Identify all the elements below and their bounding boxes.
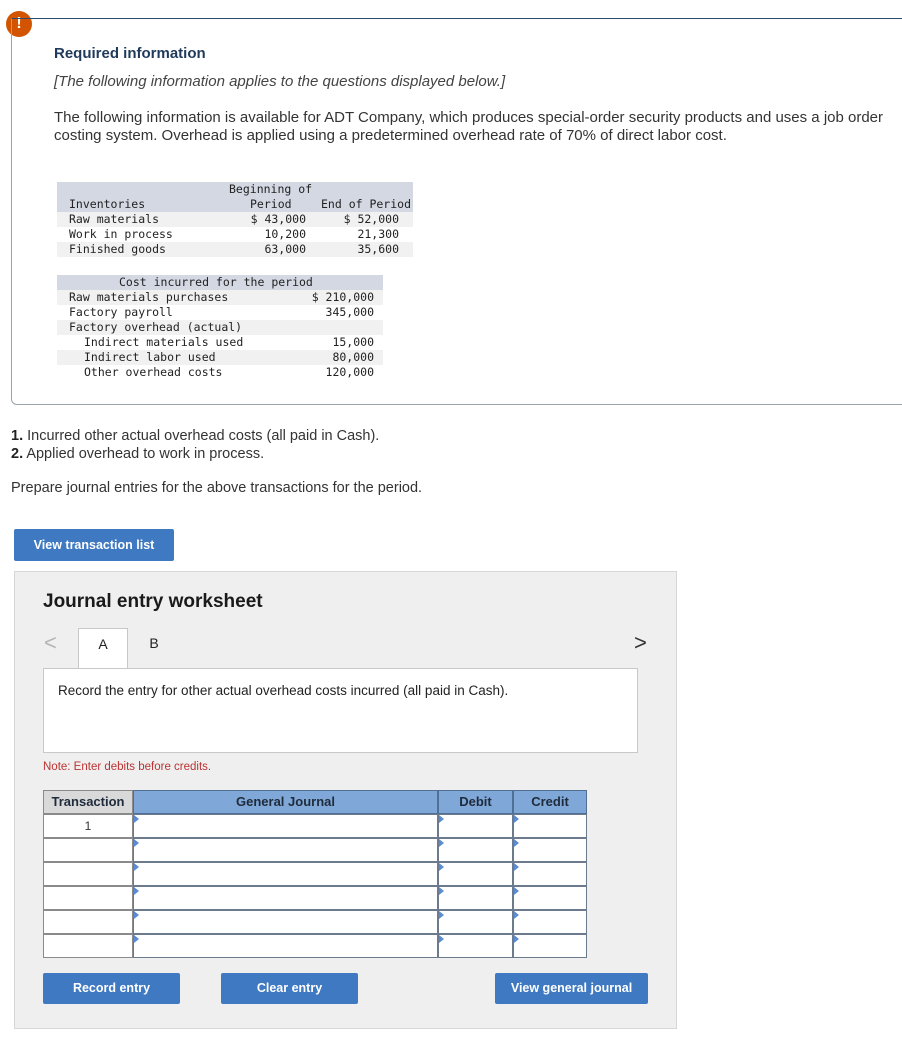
- debit-input[interactable]: [438, 862, 513, 886]
- credit-input[interactable]: [513, 910, 587, 934]
- credit-input[interactable]: [513, 886, 587, 910]
- transaction-cell: [43, 934, 133, 958]
- cost-row-label: Indirect labor used: [84, 350, 216, 364]
- col-credit-header: Credit: [513, 790, 587, 814]
- chevron-left-icon[interactable]: <: [44, 630, 57, 655]
- transaction-cell: 1: [43, 814, 133, 838]
- debit-input[interactable]: [438, 910, 513, 934]
- credit-input[interactable]: [513, 862, 587, 886]
- inventory-row-label: Work in process: [69, 227, 173, 241]
- col-inventories-header: Inventories: [69, 197, 146, 211]
- inventory-row-label: Finished goods: [69, 242, 166, 256]
- account-select[interactable]: [133, 934, 438, 958]
- view-transaction-list-button[interactable]: View transaction list: [14, 529, 174, 561]
- cost-table-header: Cost incurred for the period: [119, 275, 313, 289]
- transaction-cell: [43, 910, 133, 934]
- clear-entry-button[interactable]: Clear entry: [221, 973, 358, 1004]
- account-select[interactable]: [133, 910, 438, 934]
- question-item: 2. Applied overhead to work in process.: [11, 446, 265, 462]
- inventory-row-label: Raw materials: [69, 212, 160, 226]
- col-begin-header-line2: Period: [250, 197, 292, 211]
- debit-credit-note: Note: Enter debits before credits.: [43, 761, 212, 773]
- account-select[interactable]: [133, 886, 438, 910]
- inventory-row-end: $ 52,000: [343, 212, 399, 226]
- inventory-row-end: 35,600: [357, 242, 399, 256]
- tab-b[interactable]: B: [149, 635, 159, 651]
- transaction-cell: [43, 862, 133, 886]
- cost-row-label: Factory overhead (actual): [69, 320, 243, 334]
- question-list: [11, 427, 379, 463]
- cost-row-label: Factory payroll: [69, 305, 173, 319]
- cost-row-label: Indirect materials used: [84, 335, 244, 349]
- cost-row-label: Other overhead costs: [84, 365, 223, 379]
- debit-input[interactable]: [438, 934, 513, 958]
- inventory-row-begin: 10,200: [264, 227, 306, 241]
- entry-prompt: Record the entry for other actual overhead costs incurred (all paid in Cash).: [58, 683, 509, 698]
- debit-input[interactable]: [438, 814, 513, 838]
- alert-icon: !: [6, 11, 32, 37]
- record-entry-button[interactable]: Record entry: [43, 973, 180, 1004]
- col-transaction-header: Transaction: [43, 790, 133, 814]
- transaction-cell: [43, 838, 133, 862]
- required-info-description: The following information is available for ADT Company, which produces special-order security products and uses a job order costing system. Overhead is applied using a predetermined overhead rate of 70% of direct labor cost.: [54, 109, 884, 144]
- credit-input[interactable]: [513, 838, 587, 862]
- entry-prompt-box: [43, 668, 638, 753]
- debit-input[interactable]: [438, 838, 513, 862]
- question-item: 1. Incurred other actual overhead costs (all paid in Cash).: [11, 428, 380, 444]
- col-debit-header: Debit: [438, 790, 513, 814]
- account-select[interactable]: [133, 862, 438, 886]
- cost-row-value: $ 210,000: [311, 290, 374, 304]
- cost-row-value: 345,000: [325, 305, 374, 319]
- account-select[interactable]: [133, 814, 438, 838]
- debit-input[interactable]: [438, 886, 513, 910]
- col-begin-header-line1: Beginning of: [229, 182, 313, 196]
- chevron-right-icon[interactable]: >: [634, 630, 647, 655]
- prepare-instructions: Prepare journal entries for the above transactions for the period.: [11, 480, 423, 496]
- cost-row-value: 80,000: [332, 350, 374, 364]
- account-select[interactable]: [133, 838, 438, 862]
- inventory-row-begin: $ 43,000: [250, 212, 306, 226]
- credit-input[interactable]: [513, 814, 587, 838]
- required-info-title: Required information: [54, 45, 206, 62]
- col-end-header: End of Period: [321, 197, 412, 211]
- tab-a[interactable]: A: [78, 628, 128, 668]
- inventory-row-begin: 63,000: [264, 242, 306, 256]
- credit-input[interactable]: [513, 934, 587, 958]
- cost-row-label: Raw materials purchases: [69, 290, 229, 304]
- view-general-journal-button[interactable]: View general journal: [495, 973, 648, 1004]
- worksheet-title: Journal entry worksheet: [43, 591, 263, 612]
- cost-row-value: 15,000: [332, 335, 374, 349]
- col-general-journal-header: General Journal: [133, 790, 438, 814]
- transaction-cell: [43, 886, 133, 910]
- required-info-subtitle: [The following information applies to the questions displayed below.]: [54, 73, 506, 90]
- inventory-table: [57, 182, 413, 258]
- cost-row-value: 120,000: [325, 365, 374, 379]
- cost-table: [57, 275, 383, 381]
- inventory-row-end: 21,300: [357, 227, 399, 241]
